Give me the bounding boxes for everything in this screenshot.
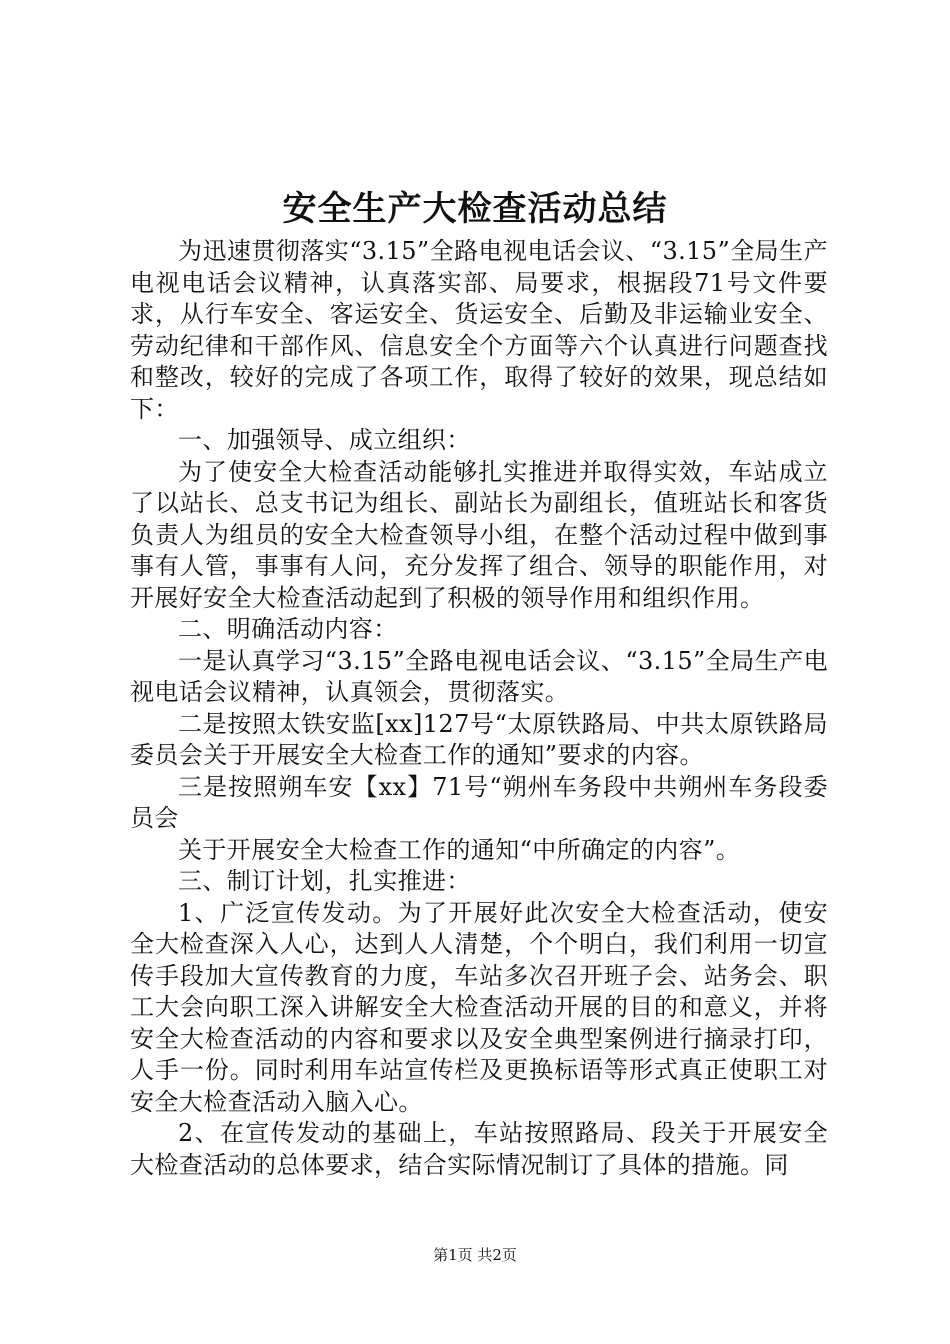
document-title: 安全生产大检查活动总结	[282, 189, 668, 229]
heading-section-1: 一、加强领导、成立组织：	[178, 426, 471, 454]
heading-section-2: 二、明确活动内容：	[178, 615, 398, 643]
heading-section-3: 三、制订计划，扎实推进：	[178, 867, 471, 895]
paragraph-section-3-point-1: 1、广泛宣传发动。为了开展好此次安全大检查活动，使安全大检查深入人心，达到人人清楚，个个明白，我们利用一切宣传手段加大宣传教育的力度，车站多次召开班子会、站务会、职工大会向职工深入讲解安全大检查活动开展的目的和意义，并将安全大检查活动的内容和要求以及安全典型案例进行摘录打印，人手一份。同时利用车站宣传栏及更换标语等形式真正使职工对安全大检查活动入脑入心。	[130, 898, 828, 1116]
paragraph-item-2: 二是按照太铁安监[xx]127号“太原铁路局、中共太原铁路局委员会关于开展安全大检查工作的通知”要求的内容。	[130, 709, 828, 769]
paragraph-intro: 为迅速贯彻落实“3.15”全路电视电话会议、“3.15”全局生产电视电话会议精神，认真落实部、局要求，根据段71号文件要求，从行车安全、客运安全、货运安全、后勤及非运输业安全、劳动纪律和干部作风、信息安全个方面等六个认真进行问题查找和整改，较好的完成了各项工作，取得了较好的效果，现总结如下：	[130, 237, 828, 423]
document-body	[130, 236, 828, 1181]
page-footer: 第1页 共2页	[433, 1246, 517, 1264]
paragraph-item-3-continued: 关于开展安全大检查工作的通知“中所确定的内容”。	[178, 835, 741, 864]
paragraph-section-1: 为了使安全大检查活动能够扎实推进并取得实效，车站成立了以站长、总支书记为组长、副站长为副组长，值班站长和客货负责人为组员的安全大检查领导小组，在整个活动过程中做到事事有人管，事事有人问，充分发挥了组合、领导的职能作用，对开展好安全大检查活动起到了积极的领导作用和组织作用。	[130, 457, 828, 612]
paragraph-section-3-point-2: 2、在宣传发动的基础上，车站按照路局、段关于开展安全大检查活动的总体要求，结合实际情况制订了具体的措施。同	[130, 1119, 828, 1179]
paragraph-item-3: 三是按照朔车安【xx】71号“朔州车务段中共朔州车务段委员会	[130, 772, 828, 832]
paragraph-item-1: 一是认真学习“3.15”全路电视电话会议、“3.15”全局生产电视电话会议精神，认真领会，贯彻落实。	[130, 646, 828, 706]
